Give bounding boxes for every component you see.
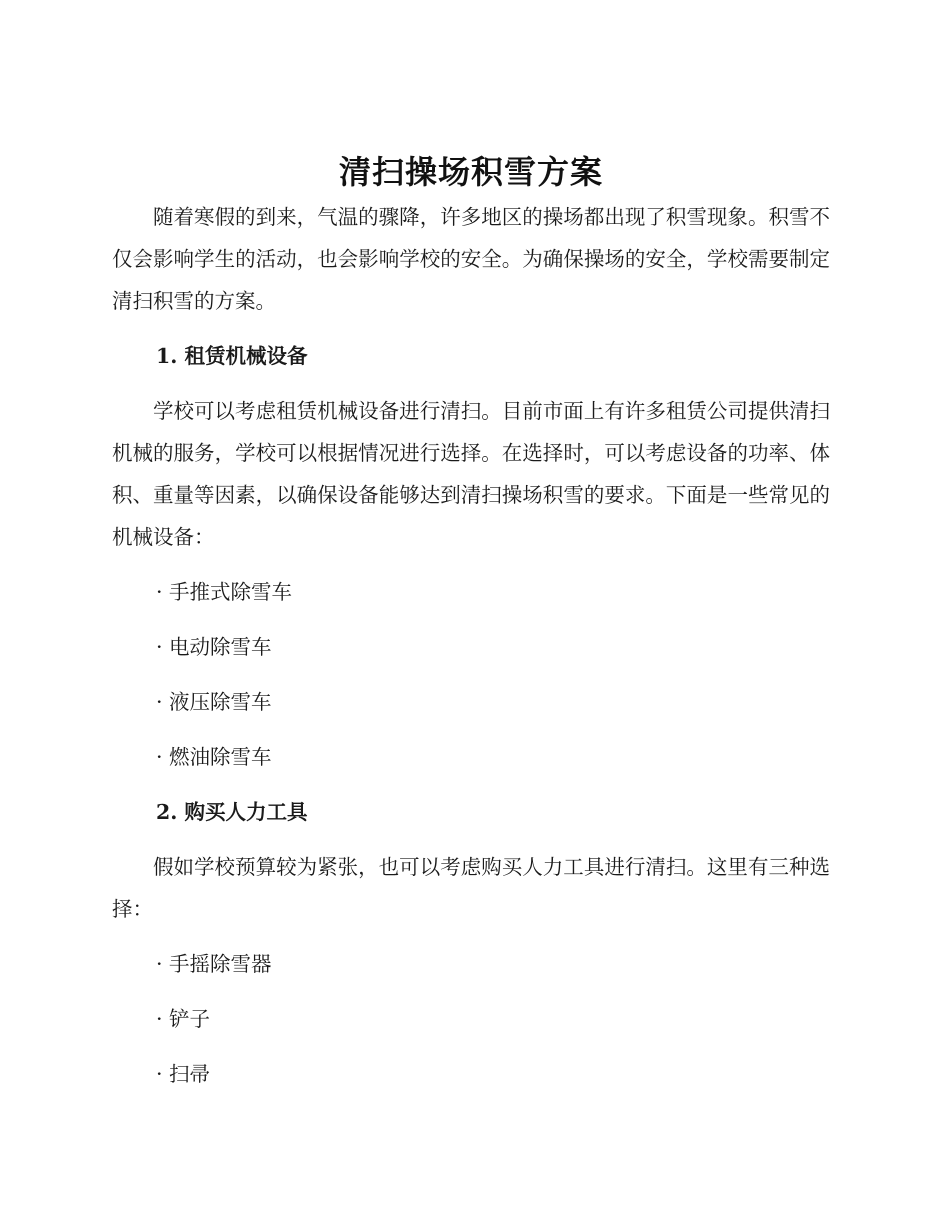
section-paragraph-1: 学校可以考虑租赁机械设备进行清扫。目前市面上有许多租赁公司提供清扫机械的服务，学校可以根据情况进行选择。在选择时，可以考虑设备的功率、体积、重量等因素，以确保设备能够达到清扫操场积雪的要求。下面是一些常见的机械设备： xyxy=(112,399,830,549)
list-item: · 手推式除雪车 xyxy=(156,580,293,604)
list-item: · 扫帚 xyxy=(156,1062,211,1086)
section-paragraph-2: 假如学校预算较为紧张，也可以考虑购买人力工具进行清扫。这里有三种选择： xyxy=(112,855,830,921)
section-heading-1: 1. 租赁机械设备 xyxy=(156,344,308,368)
list-item: · 手摇除雪器 xyxy=(156,952,272,976)
list-item: · 燃油除雪车 xyxy=(156,745,272,769)
section-heading-2: 2. 购买人力工具 xyxy=(156,800,308,824)
document-title: 清扫操场积雪方案 xyxy=(338,153,603,191)
document-body xyxy=(112,148,830,1108)
list-item: · 电动除雪车 xyxy=(156,635,272,659)
list-item: · 铲子 xyxy=(156,1007,211,1031)
intro-paragraph: 随着寒假的到来，气温的骤降，许多地区的操场都出现了积雪现象。积雪不仅会影响学生的活动，也会影响学校的安全。为确保操场的安全，学校需要制定清扫积雪的方案。 xyxy=(112,205,830,313)
list-item: · 液压除雪车 xyxy=(156,690,272,714)
